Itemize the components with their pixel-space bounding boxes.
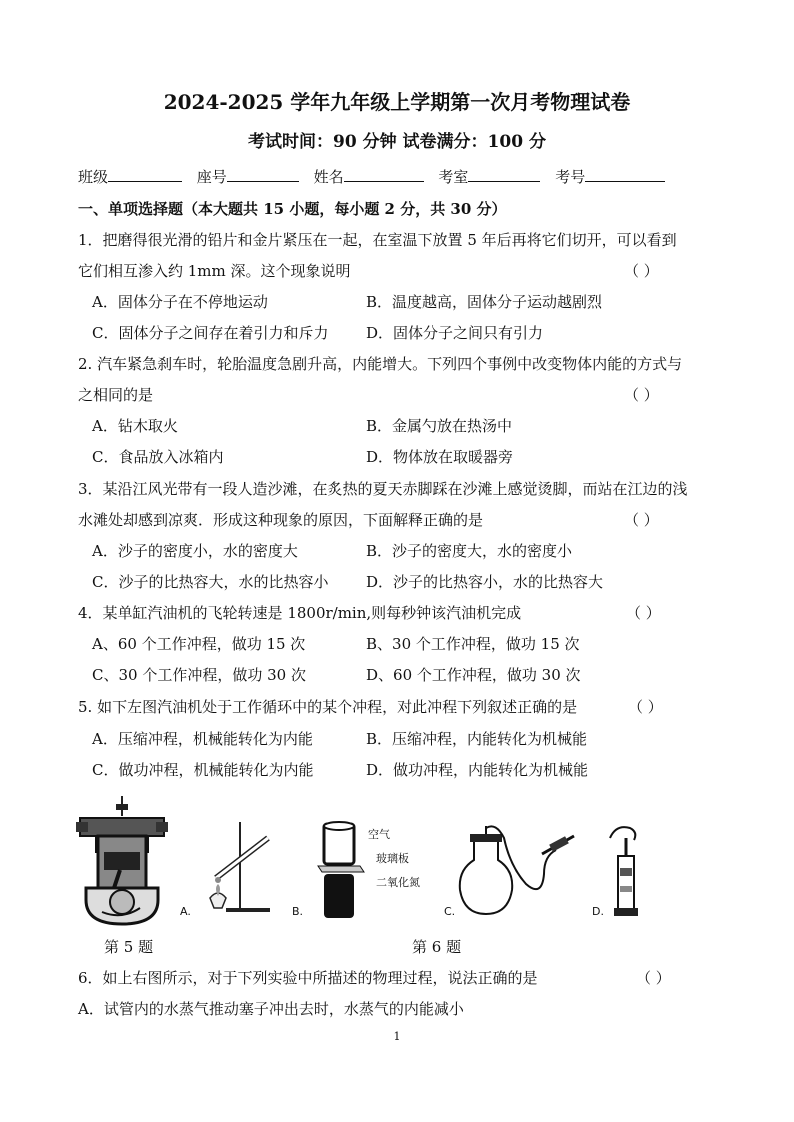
page-number: 1: [393, 1030, 401, 1043]
q5-option-a: A．压缩冲程，机械能转化为内能: [92, 730, 313, 748]
figure-a-label: A.: [180, 905, 191, 918]
figure-b-gas-jars: [318, 820, 368, 920]
q5-option-b: B．压缩冲程，内能转化为机械能: [366, 730, 588, 748]
q3-option-c: C．沙子的比热容大，水的比热容小: [92, 573, 329, 591]
exam-time-and-score: 考试时间：90 分钟 试卷满分：100 分: [248, 132, 546, 152]
q6-option-a: A．试管内的水蒸气推动塞子冲出去时，水蒸气的内能减小: [78, 1000, 464, 1018]
q2-option-c: C．食品放入冰箱内: [92, 448, 224, 466]
q3-option-d: D．沙子的比热容小，水的比热容大: [366, 573, 604, 591]
class-field[interactable]: [108, 167, 182, 182]
q1-option-a: A．固体分子在不停地运动: [92, 293, 268, 311]
figure-b-glass-label: 玻璃板: [376, 852, 409, 865]
q1-stem-line1: 1．把磨得很光滑的铅片和金片紧压在一起，在室温下放置 5 年后再将它们切开，可以看到: [78, 231, 677, 249]
caption-q5: 第 5 题: [104, 938, 154, 956]
class-label: 班级: [78, 168, 109, 186]
q1-option-b: B．温度越高，固体分子运动越剧烈: [366, 293, 603, 311]
q4-stem: 4．某单缸汽油机的飞轮转速是 1800r/min,则每秒钟该汽油机完成: [78, 604, 522, 622]
figure-d-fire-piston: [606, 824, 646, 918]
engine-cylinder-figure: [74, 796, 170, 926]
q4-option-d: D、60 个工作冲程，做功 30 次: [366, 666, 581, 684]
q3-option-b: B．沙子的密度大，水的密度小: [366, 542, 573, 560]
q4-answer-blank[interactable]: （ ）: [626, 604, 661, 622]
seat-label: 座号: [196, 168, 227, 186]
q6-stem: 6．如上右图所示，对于下列实验中所描述的物理过程，说法正确的是: [78, 969, 538, 987]
exam-title: 2024-2025 学年九年级上学期第一次月考物理试卷: [163, 90, 631, 114]
q3-stem-line2: 水滩处却感到凉爽．形成这种现象的原因，下面解释正确的是: [78, 511, 484, 529]
q6-answer-blank[interactable]: （ ）: [636, 969, 671, 987]
room-label: 考室: [438, 168, 469, 186]
q5-option-d: D．做功冲程，内能转化为机械能: [366, 761, 589, 779]
figure-c-flask-pump: [456, 826, 581, 918]
q2-option-b: B．金属勺放在热汤中: [366, 417, 513, 435]
q3-stem-line1: 3．某沿江风光带有一段人造沙滩，在炙热的夏天赤脚踩在沙滩上感觉烫脚，而站在江边的浅: [78, 480, 688, 498]
name-label: 姓名: [313, 168, 344, 186]
q5-option-c: C．做功冲程，机械能转化为内能: [92, 761, 314, 779]
q5-stem: 5. 如下左图汽油机处于工作循环中的某个冲程，对此冲程下列叙述正确的是: [78, 698, 578, 716]
exam-number-label: 考号: [555, 168, 586, 186]
q2-stem-line2: 之相同的是: [78, 386, 154, 404]
room-field[interactable]: [468, 167, 540, 182]
seat-field[interactable]: [227, 167, 299, 182]
student-info-row: [78, 166, 675, 187]
q1-option-c: C．固体分子之间存在着引力和斥力: [92, 324, 329, 342]
exam-number-field[interactable]: [585, 167, 665, 182]
figure-b-label: B.: [292, 905, 304, 918]
q3-answer-blank[interactable]: （ ）: [624, 511, 659, 529]
caption-q6: 第 6 题: [412, 938, 462, 956]
q3-option-a: A．沙子的密度小，水的密度大: [92, 542, 298, 560]
name-field[interactable]: [344, 167, 424, 182]
q1-stem-line2: 它们相互渗入约 1mm 深。这个现象说明: [78, 262, 351, 280]
q2-answer-blank[interactable]: （ ）: [624, 386, 659, 404]
q4-option-a: A、60 个工作冲程，做功 15 次: [92, 635, 306, 653]
q4-option-b: B、30 个工作冲程，做功 15 次: [366, 635, 580, 653]
figure-d-label: D.: [592, 905, 604, 918]
q1-option-d: D．固体分子之间只有引力: [366, 324, 544, 342]
figure-a-test-tube-burner: [200, 818, 280, 918]
q2-option-d: D．物体放在取暖器旁: [366, 448, 514, 466]
q2-stem-line1: 2. 汽车紧急刹车时，轮胎温度急剧升高，内能增大。下列四个事例中改变物体内能的方式与: [78, 355, 683, 373]
q4-option-c: C、30 个工作冲程，做功 30 次: [92, 666, 306, 684]
q5-answer-blank[interactable]: （ ）: [628, 698, 663, 716]
figure-b-no2-label: 二氧化氮: [376, 876, 420, 889]
figure-b-air-label: 空气: [368, 828, 390, 841]
q2-option-a: A．钻木取火: [92, 417, 178, 435]
q1-answer-blank[interactable]: （ ）: [624, 262, 659, 280]
section-heading: 一、单项选择题（本大题共 15 小题，每小题 2 分，共 30 分）: [78, 200, 507, 218]
figure-c-label: C.: [444, 905, 456, 918]
